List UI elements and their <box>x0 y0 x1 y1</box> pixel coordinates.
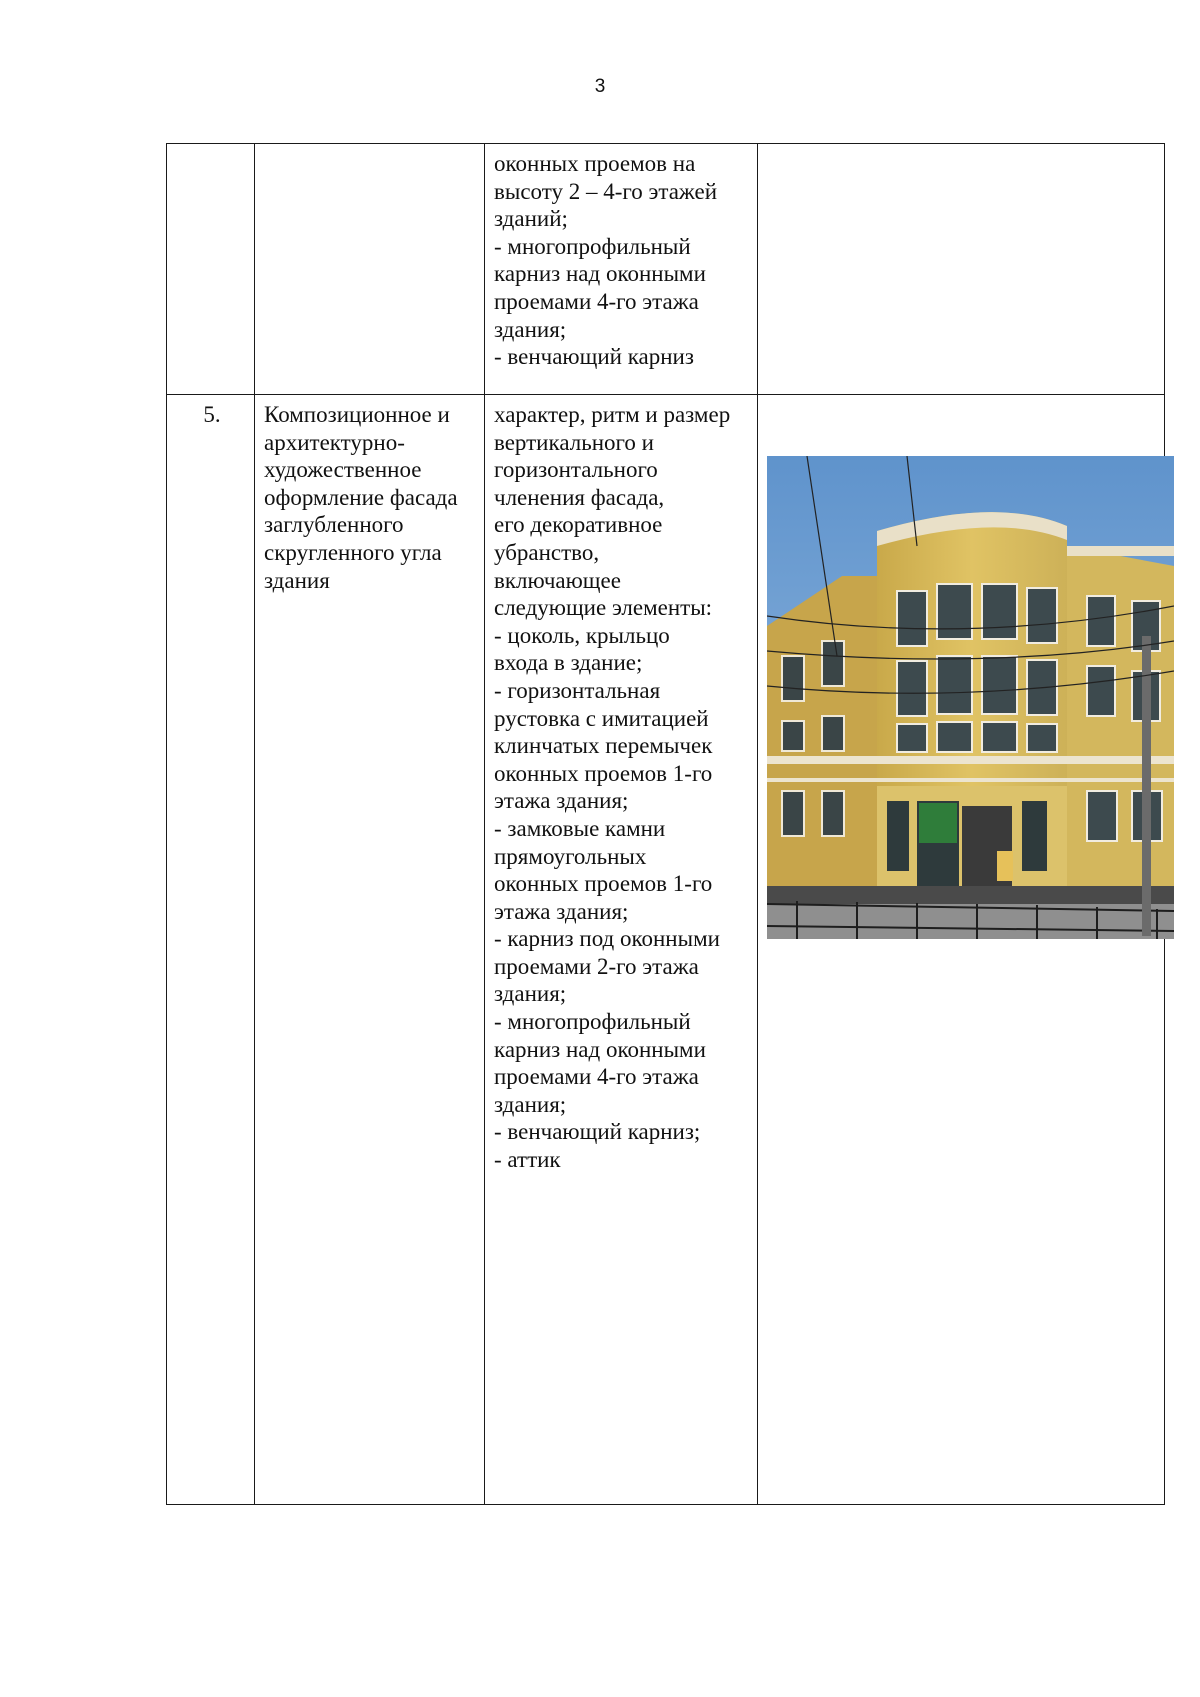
element-description-cell: оконных проемов на высоту 2 – 4-го этажей зданий; - многопрофильный карниз над оконными проемами 4-го этажа здания; - венчающий карниз <box>485 144 758 395</box>
building-facade-photo <box>767 429 1174 939</box>
element-name-cell <box>255 144 485 395</box>
photo-cell <box>758 395 1165 1505</box>
photo-cell-empty <box>758 144 1165 395</box>
page-number: 3 <box>594 76 606 97</box>
heritage-elements-table <box>166 143 1165 1505</box>
table-row-5 <box>167 395 1165 1505</box>
row-number-cell: 5. <box>167 395 255 1505</box>
row-number-cell <box>167 144 255 395</box>
table-row-continuation <box>167 144 1165 395</box>
element-description-cell: характер, ритм и размер вертикального и горизонтального членения фасада, его декоративное убранство, включающее следующие элементы: - цоколь, крыльцо входа в здание; - горизонтальная рустовка с имитацией клинчатых перемычек оконных проемов 1-го этажа здания; - замковые камни прямоугольных оконных проемов 1-го этажа здания; - карниз под оконными проемами 2-го этажа здания; - многопрофильный карниз над оконными проемами 4-го этажа здания; - венчающий карниз; - аттик <box>485 395 758 1505</box>
element-name-cell: Композиционное и архитектурно- художественное оформление фасада заглубленного скругленного угла здания <box>255 395 485 1505</box>
